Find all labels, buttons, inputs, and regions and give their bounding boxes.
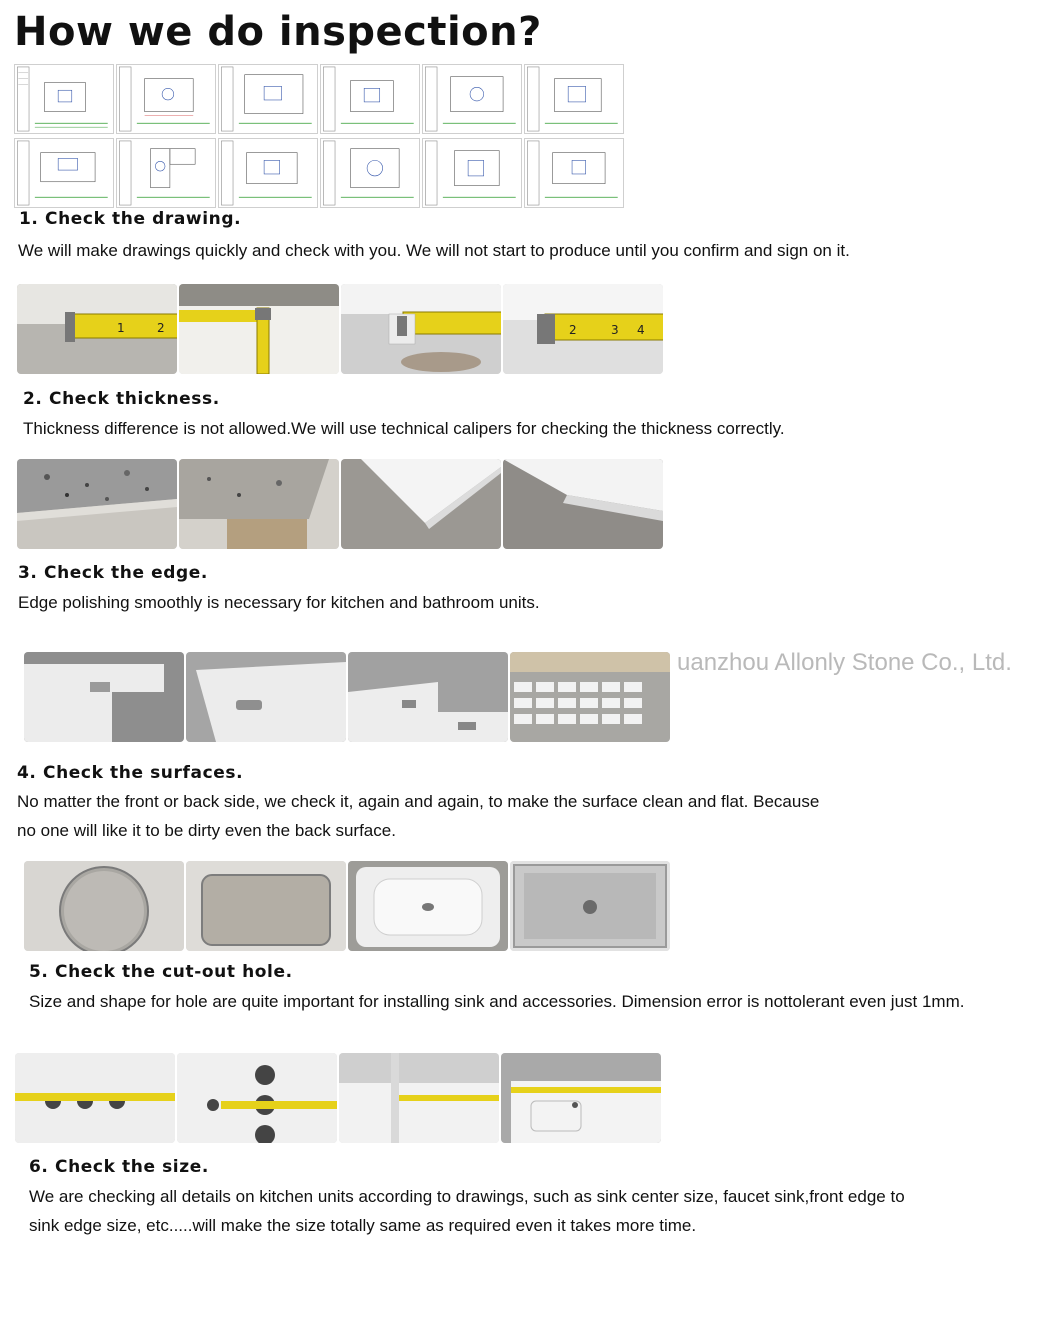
section-heading: 6. Check the size. bbox=[29, 1157, 209, 1177]
section-description: Size and shape for hole are quite important for installing sink and accessories. Dimension error is nottolerant even just 1mm. bbox=[29, 992, 965, 1011]
drawings-gallery bbox=[14, 64, 624, 208]
tape-measure-photo bbox=[17, 284, 177, 374]
drawing-thumbnail bbox=[422, 64, 522, 134]
thickness-photos bbox=[17, 284, 663, 374]
white-sink-photo bbox=[348, 861, 508, 951]
drawing-thumbnail bbox=[218, 138, 318, 208]
drawing-thumbnail bbox=[116, 138, 216, 208]
countertop-surface-photo bbox=[24, 652, 184, 742]
surface-photos bbox=[24, 652, 670, 742]
drawing-thumbnail bbox=[14, 64, 114, 134]
section-heading: 1. Check the drawing. bbox=[19, 209, 242, 229]
drawing-thumbnail bbox=[524, 64, 624, 134]
section-description: No matter the front or back side, we check it, again and again, to make the surface clean and flat. Because bbox=[17, 792, 820, 811]
tape-digit: 2 bbox=[569, 323, 577, 337]
tape-measure-photo bbox=[503, 284, 663, 374]
edge-photos bbox=[17, 459, 663, 549]
company-watermark: uanzhou Allonly Stone Co., Ltd. bbox=[677, 649, 1012, 676]
drawing-thumbnail bbox=[422, 138, 522, 208]
round-cutout-photo bbox=[24, 861, 184, 951]
countertop-surface-photo bbox=[348, 652, 508, 742]
section-heading: 4. Check the surfaces. bbox=[17, 763, 244, 783]
size-measure-photo bbox=[501, 1053, 661, 1143]
drawing-thumbnail bbox=[320, 64, 420, 134]
section-description: sink edge size, etc.....will make the size totally same as required even it takes more time. bbox=[29, 1216, 697, 1235]
section-description: We will make drawings quickly and check with you. We will not start to produce until you confirm and sign on it. bbox=[18, 241, 850, 260]
section-description: Edge polishing smoothly is necessary for kitchen and bathroom units. bbox=[18, 593, 540, 612]
tape-measure-photo bbox=[179, 284, 339, 374]
section-heading: 3. Check the edge. bbox=[18, 563, 208, 583]
drawing-thumbnail bbox=[218, 64, 318, 134]
section-heading: 5. Check the cut-out hole. bbox=[29, 962, 293, 982]
warehouse-surface-photo bbox=[510, 652, 670, 742]
section-description: Thickness difference is not allowed.We will use technical calipers for checking the thickness correctly. bbox=[23, 419, 785, 438]
tape-digit: 4 bbox=[637, 323, 645, 337]
white-edge-photo bbox=[503, 459, 663, 549]
section-heading: 2. Check thickness. bbox=[23, 389, 220, 409]
tape-digit: 1 bbox=[117, 321, 125, 335]
size-measure-photo bbox=[339, 1053, 499, 1143]
tape-measure-photo bbox=[341, 284, 501, 374]
countertop-surface-photo bbox=[186, 652, 346, 742]
steel-sink-photo bbox=[510, 861, 670, 951]
granite-edge-photo bbox=[17, 459, 177, 549]
drawing-thumbnail bbox=[116, 64, 216, 134]
rect-cutout-photo bbox=[186, 861, 346, 951]
section-description: We are checking all details on kitchen units according to drawings, such as sink center size, faucet sink,front edge to bbox=[29, 1187, 905, 1206]
tape-digit: 3 bbox=[611, 323, 619, 337]
size-measure-photo bbox=[15, 1053, 175, 1143]
drawing-thumbnail bbox=[524, 138, 624, 208]
size-photos bbox=[15, 1053, 661, 1143]
white-edge-photo bbox=[341, 459, 501, 549]
drawing-thumbnail bbox=[320, 138, 420, 208]
drawing-thumbnail bbox=[14, 138, 114, 208]
section-description: no one will like it to be dirty even the back surface. bbox=[17, 821, 396, 840]
cutout-photos bbox=[24, 861, 670, 951]
granite-edge-photo bbox=[179, 459, 339, 549]
size-measure-photo bbox=[177, 1053, 337, 1143]
page-title: How we do inspection? bbox=[14, 9, 542, 55]
tape-digit: 2 bbox=[157, 321, 165, 335]
